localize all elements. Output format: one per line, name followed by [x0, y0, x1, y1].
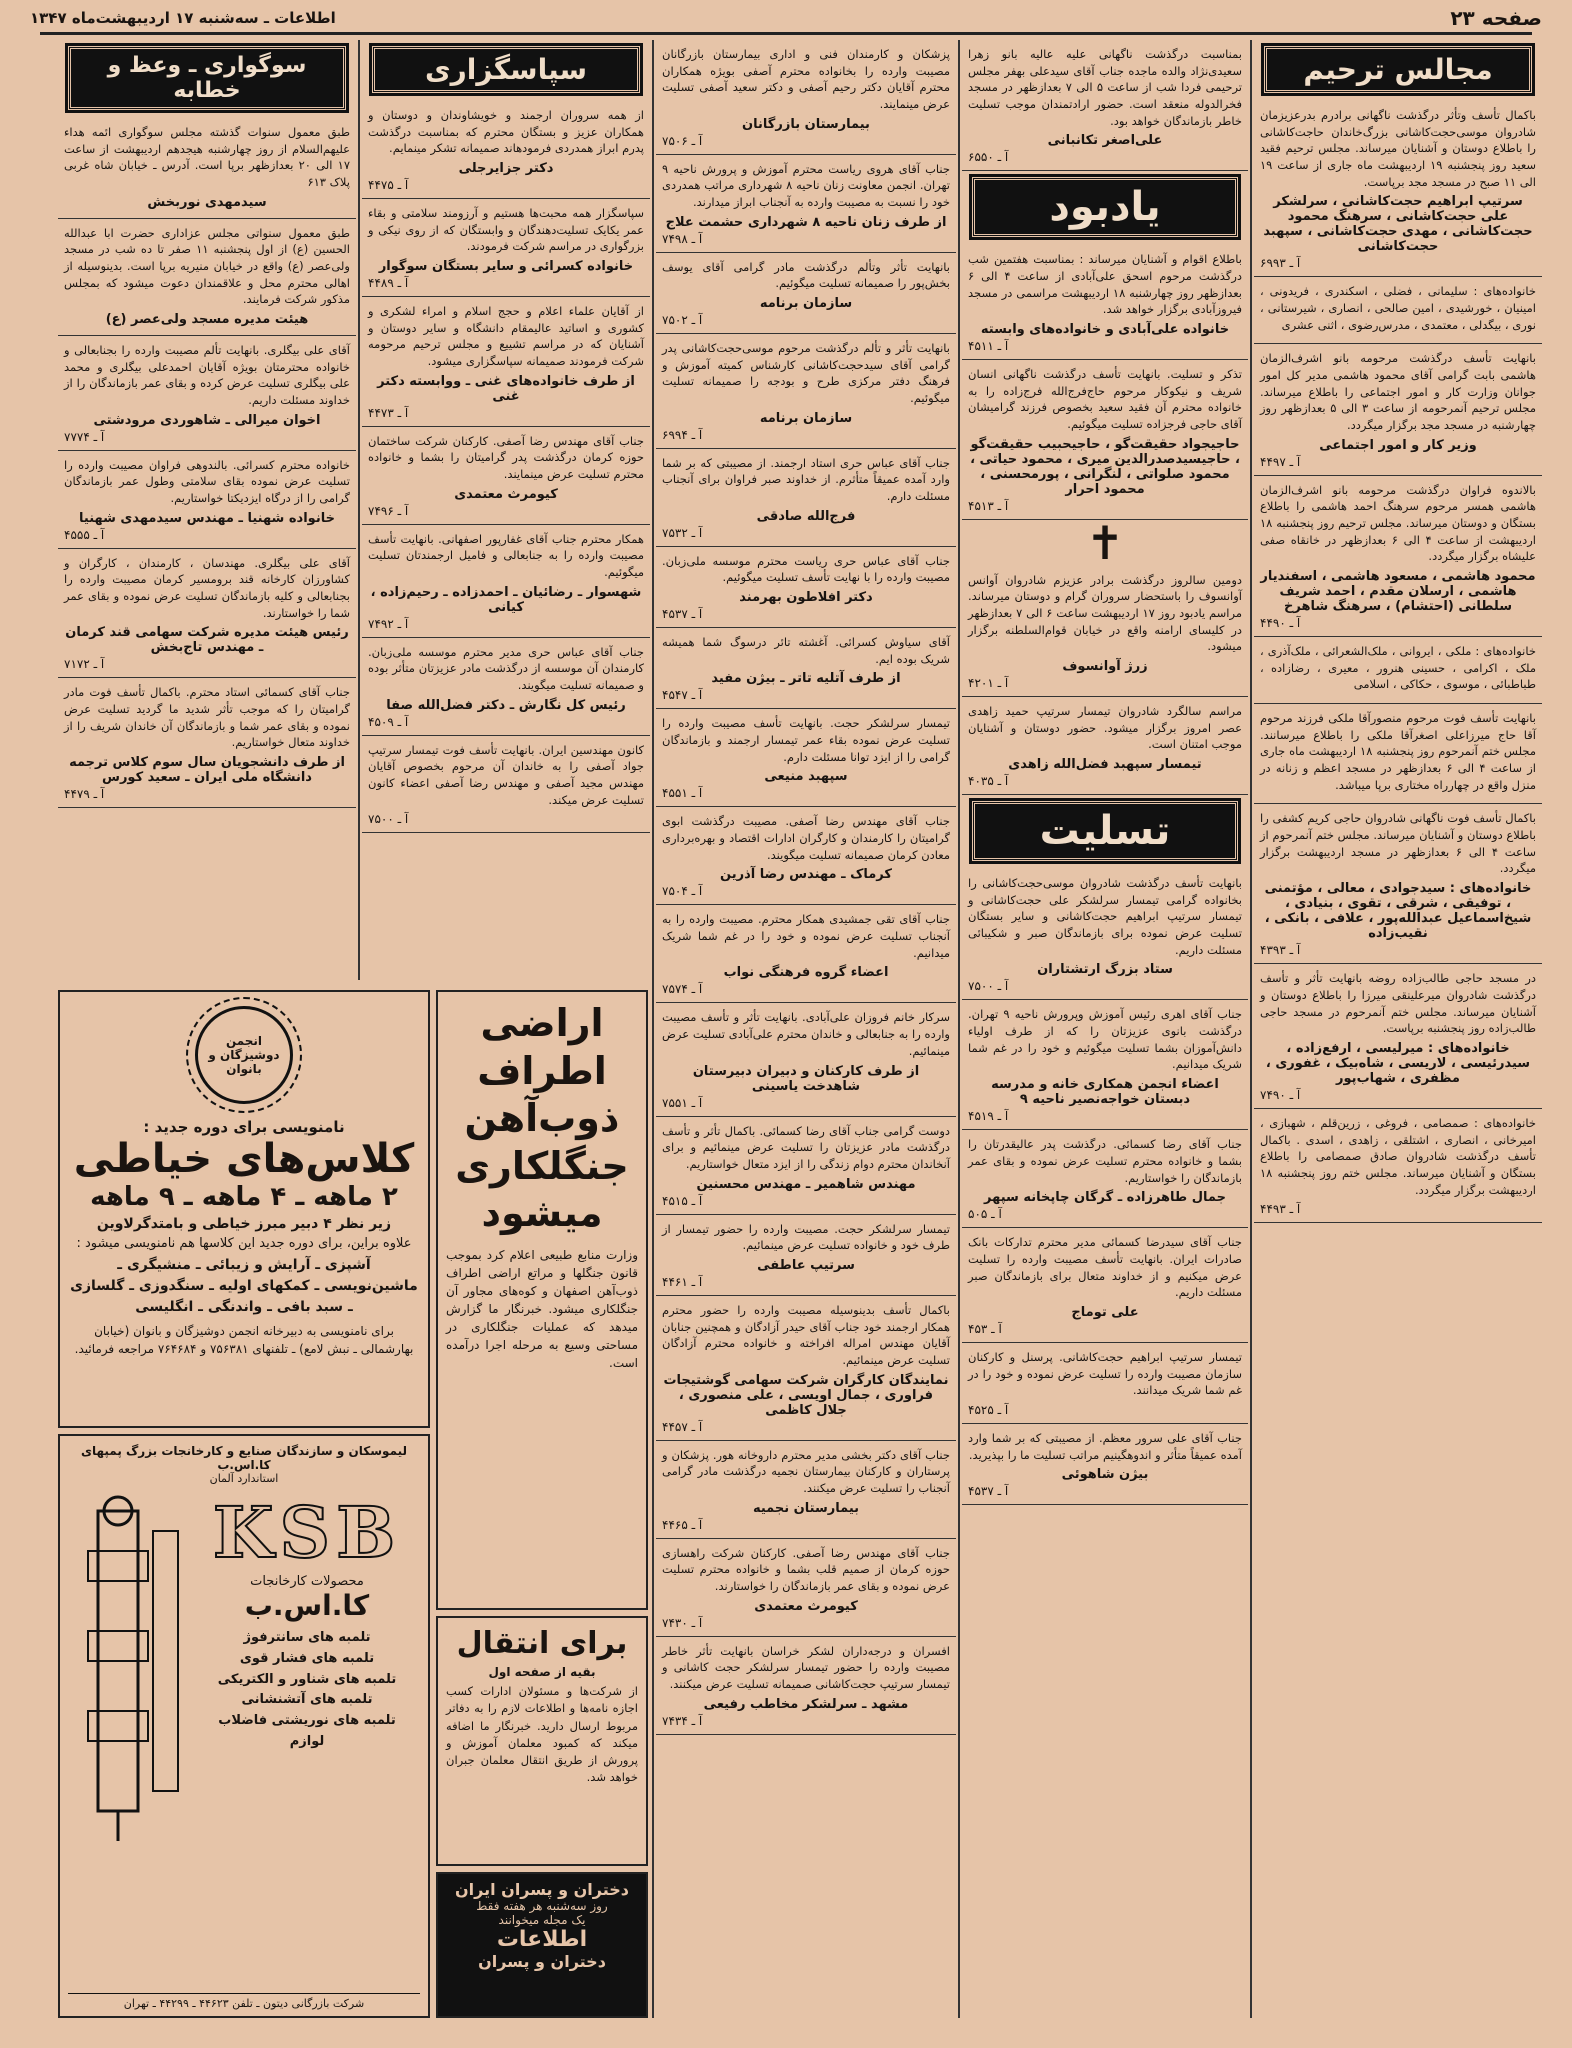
- notice-code: آ ـ ۶۵۵۰: [968, 150, 1009, 165]
- notice-code: آ ـ ۷۵۰۶: [662, 133, 703, 148]
- notice-item: [962, 360, 1248, 520]
- notice-signature: وزیر کار و امور اجتماعی: [1319, 437, 1477, 453]
- notice-signature: اخوان میرالی ـ شاهوردی مرودشتی: [93, 412, 321, 428]
- notice-text: طبق معمول سنواتی مجلس عزاداری حضرت ابا عبدالله الحسین (ع) از اول پنجشنبه ۱۱ صفر تا ده شب در مسجد ولی‌عصر (ع) واقع در خیابان منیریه برپا است. بدینوسیله از اهالی محترم محل و علاقمندان دعوت میشود که بمجلس مذکور شرکت فرمایند.: [64, 225, 351, 307]
- notice-code: آ ـ ۷۵۰۰: [368, 812, 409, 827]
- notice-text: تیمسار سرلشکر حجت. بانهایت تأسف مصیبت وارده را تسلیت عرض نموده بقاء عمر تیمسار ارجمند و بازماندگان گرامی را از ایزد توانا مسئلت دارم.: [662, 716, 950, 764]
- ad-line: روز سه‌شنبه هر هفته فقط: [476, 1899, 608, 1913]
- notice-signature: ستاد بزرگ ارتشتاران: [1037, 962, 1173, 978]
- column-rule: [358, 40, 360, 980]
- notice-item: [656, 40, 956, 155]
- notice-code: آ ـ ۴۴۹۰: [1260, 616, 1301, 631]
- notice-text: بانهایت تأسف درگذشت شادروان موسی‌حجت‌کاشانی را بخانواده گرامی تیمسار سرلشکر علی حجت‌کاشانی و تیمسار سرتیپ ابراهیم حجت‌کاشانی و سایر بستگان تسلیت عرض نموده برای بازماندگان صبر و شکیبائی مسئلت داریم.: [968, 876, 1242, 957]
- notice-signature: خانواده شهنیا ـ مهندس سیدمهدی شهنیا: [79, 510, 335, 526]
- notice-item: [656, 628, 956, 709]
- notice-signature: نمایندگان کارگران شرکت سهامی گوشتیجات فراوری ، جمال اویسی ، علی منصوری ، جلال کاظمی: [663, 1372, 949, 1418]
- notice-code: آ ـ ۴۳۹۳: [1260, 943, 1301, 958]
- notice-text: تذکر و تسلیت. بانهایت تأسف درگذشت ناگهانی انسان شریف و نیکوکار مرحوم حاج‌فرج‌الله فرج‌زاده را به خانواده محترم آن فقید سعید بخصوص فرزند گرامیشان آقای حاجی فرجزاده تسلیت میگوئیم.: [968, 367, 1242, 432]
- notice-signature: سازمان برنامه: [759, 410, 853, 426]
- notice-item: [1254, 476, 1542, 637]
- notice-signature: از طرف خانواده‌های غنی ـ ووابسته دکتر غنی: [377, 373, 635, 404]
- issue-date: اطلاعات ـ سه‌شنبه ۱۷ اردیبهشت‌ماه ۱۳۴۷: [30, 9, 336, 27]
- notice-item: [656, 253, 956, 334]
- notice-code: آ ـ ۴۵۳۷: [968, 1484, 1009, 1499]
- notice-code: آ ـ ۴۴۶۱: [662, 1274, 703, 1289]
- notice-text: جناب آقای عباس حری ریاست محترم موسسه ملی‌زبان. مصیبت وارده را با نهایت تأسف تسلیت میگوئیم.: [662, 553, 950, 585]
- notice-item: [362, 736, 650, 834]
- ksb-logo: KSB: [212, 1491, 402, 1574]
- notice-item: [58, 549, 356, 679]
- notice-code: آ ـ ۴۵۵۱: [662, 786, 703, 801]
- notice-code: آ ـ ۴۵۳۷: [662, 607, 703, 622]
- notice-item: [656, 709, 956, 807]
- notice-text: دومین سالروز درگذشت برادر عزیزم شادروان آوانس آوانسوف را باستحضار سروران گرام و دوستان میرساند. مراسم یادبود روز ۱۷ اردیبهشت ساعت ۶ الی ۷ بعدازظهر در کلیسای ارامنه واقع در خیابان قوام‌السلطنه برگزار میشود.: [968, 572, 1242, 654]
- notice-signature: فرج‌الله صادقی: [756, 508, 856, 524]
- ad-line: دختران و پسران ایران: [455, 1880, 629, 1899]
- notice-code: آ ـ ۴۴۹۷: [1260, 454, 1301, 469]
- notice-code: آ ـ ۴۵۱۳: [968, 498, 1009, 513]
- notice-list: [656, 40, 956, 1735]
- association-badge: انجمن دوشیزگان و بانوان: [195, 1006, 293, 1104]
- notice-code: آ ـ ۵۰۵: [968, 1207, 1002, 1222]
- notice-signature: محمود هاشمی ، مسعود هاشمی ، اسفندیار هاشمی ، ارسلان مقدم ، احمد شریف سلطانی (احتشام) ، سرهنگ شاهرخ: [1260, 569, 1536, 615]
- notice-item: [58, 336, 356, 451]
- notice-text: باطلاع اقوام و آشنایان میرساند : بمناسبت هفتمین شب درگذشت مرحوم اسحق علی‌آبادی از ساعت ۴ الی ۶ بعدازظهر روز چهارشنبه ۱۸ اردیبهشت مراسمی در مسجد فیروزآبادی برگزار خواهد شد.: [968, 252, 1243, 317]
- notice-text: جناب آقای کسمائی استاد محترم. باکمال تأسف فوت مادر گرامیتان را که موجب تأثر شدید ما گردید تسلیت عرض نموده و بقای عمر شما و بازماندگان آن خاندان شریف را از خداوند متعال خواستاریم.: [64, 685, 350, 750]
- notice-item: [58, 451, 356, 549]
- ad-line: برای نامنویسی به دبیرخانه انجمن دوشیزگان و بانوان (خیابان بهارشمالی ـ نبش لامع) ـ تلفنهای ۷۵۶۳۸۱ و ۷۶۴۶۸۴ مراجعه فرمائید.: [74, 1324, 414, 1356]
- notice-signature: سپهبد منیعی: [764, 769, 848, 785]
- notice-item: [656, 905, 956, 1003]
- notice-item: [656, 807, 956, 905]
- notice-text: بانهایت تأسف درگذشت مرحومه بانو اشرف‌الزمان هاشمی بابت گرامی آقای محمود هاشمی مدیر کل امور جوانان وزارت کار و امور اجتماعی را باطلاع میرساند. مجلس ترحیم آنمرحومه از ساعت ۳ الی ۵ بعدازظهر روز چهارشنبه در مسجد مجد برگزار میگردد.: [1260, 351, 1536, 433]
- notice-signature: اعضاء گروه فرهنگی نواب: [723, 965, 889, 981]
- notice-signature: رئیس کل نگارش ـ دکتر فضل‌الله صفا: [386, 697, 626, 713]
- notice-signature: اعضاء انجمن همکاری خانه و مدرسه دبستان خواجه‌نصیر ناحیه ۹: [991, 1077, 1219, 1108]
- notice-text: آقای علی بیگلری. مهندسان ، کارمندان ، کارگران و کشاورزان کارخانه قند برومسیر کرمان مصیبت وارده را بجنابعالی و کلیه بازماندگان تسلیت عرض نموده و بقای عمر شما را خواستارند.: [64, 555, 350, 620]
- column-yadbood: [962, 40, 1248, 2020]
- product-item: تلمبه های سانترفوژ: [243, 1630, 371, 1645]
- notice-text: جناب آقای مهندس رضا آصفی. کارکنان شرکت راهسازی حوزه کرمان از صمیم قلب بشما و خانواده محترم تسلیت عرض نموده و بقای عمر بازماندگان را خواستارند.: [662, 1545, 950, 1593]
- notice-text: بانهایت تأثر وتألم درگذشت مادر گرامی آقای یوسف بخش‌پور را صمیمانه تسلیت میگوئیم.: [662, 259, 950, 291]
- notice-code: آ ـ ۴۴۹۳: [1260, 1202, 1301, 1217]
- notice-item: [656, 1296, 956, 1441]
- notice-text: جناب آقای تقی جمشیدی همکار محترم. مصیبت وارده را به آنجناب تسلیت عرض نموده و خود را در غم شما شریک میدانیم.: [662, 912, 950, 960]
- notice-code: آ ـ ۴۵۱۵: [662, 1193, 703, 1208]
- notice-text: باکمال تأسف فوت ناگهانی شادروان حاجی کریم کشفی را باطلاع دوستان و آشنایان میرساند. مجلس ختم آنمرحوم از ساعت ۴ الی ۶ بعدازظهر در مسجد اردیبهشت برگزار میگردد.: [1260, 811, 1536, 876]
- notice-code: آ ـ ۴۵۲۵: [968, 1402, 1009, 1417]
- notice-text: آقای علی بیگلری. بانهایت تألم مصیبت وارده را بجنابعالی و خانواده محترمتان بویژه آقایان احمدعلی بیگلری و محمد علی بیگلری تسلیت عرض کرده و بقای عمر بازماندگان را از خداوند مسئلت داریم.: [64, 343, 350, 408]
- notice-code: آ ـ ۴۴۶۵: [662, 1517, 703, 1532]
- product-item: لوازم: [289, 1733, 325, 1749]
- notice-item: [656, 155, 956, 253]
- notice-code: آ ـ ۷۵۰۰: [968, 979, 1009, 994]
- notice-code: آ ـ ۷۴۳۰: [662, 1615, 703, 1630]
- notice-item: [1254, 1109, 1542, 1223]
- notice-item: [656, 1215, 956, 1296]
- notice-item: [362, 525, 650, 638]
- notice-code: آ ـ ۴۵۱۹: [968, 1109, 1009, 1124]
- notice-text: دوست گرامی جناب آقای رضا کسمائی. باکمال تأثر و تأسف درگذشت مادر عزیزتان را تسلیت عرض مینمائیم و برای آنخاندان محترم دوام زندگی را از ایزد متعال خواستاریم.: [662, 1123, 950, 1171]
- notice-code: آ ـ ۴۴۷۳: [368, 405, 409, 420]
- notice-signature: مهندس شاهمیر ـ مهندس محسنین: [696, 1176, 916, 1192]
- notice-signature: بیژن شاهوئی: [1061, 1467, 1149, 1483]
- article-headline: اراضی اطراف ذوب‌آهن جنگلکاری میشود: [455, 1001, 629, 1235]
- ad-brand: کا.اس.ب: [244, 1589, 370, 1622]
- notice-code: آ ـ ۷۵۵۱: [662, 1095, 703, 1110]
- notice-text: جناب آقای عباس حری مدیر محترم موسسه ملی‌زبان. کارمندان آن موسسه از درگذشت مادر عزیزتان متأثر بوده و صمیمانه تسلیت میگویند.: [368, 644, 644, 693]
- notice-text: جناب آقای سیدرضا کسمائی مدیر محترم تدارکات بانک صادرات ایران. بانهایت تأسف مصیبت وارده را تسلیت عرض میکنیم و از خداوند متعال برای بازماندگان صبر مسئلت داریم.: [968, 1235, 1242, 1300]
- notice-signature: از طرف زنان ناحیه ۸ شهرداری حشمت علاج: [665, 214, 947, 230]
- notice-item: [962, 1000, 1248, 1130]
- magazine-ad: [436, 1872, 648, 2018]
- notice-code: آ ـ ۴۴۵۷: [662, 1419, 703, 1434]
- notice-item: [362, 427, 650, 525]
- product-list: [194, 1628, 420, 1753]
- column-sepasgozari: [362, 40, 650, 980]
- notice-text: بانهایت تأسف فوت مرحوم منصور‌آقا ملکی فرزند مرحوم آقا حاج میرزاعلی اصغرآقا ملکی را باطلاع میرسانند. مجلس ختم آنمرحوم روز پنجشنبه ۱۸ اردیبهشت ماه جاری از ساعت ۴ الی ۶ بعدازظهر در مسجد اعظم و زنانه در منزل واقع در چهارراه مختاری برپا میباشد.: [1260, 711, 1536, 792]
- notice-code: آ ـ ۴۵۱۱: [968, 339, 1009, 354]
- notice-text: تیمسار سرلشکر حجت. مصیبت وارده را حضور تیمسار از طرف خود و خانواده تسلیت عرض مینمائیم.: [662, 1221, 950, 1253]
- notice-text: از آقایان علماء اعلام و حجج اسلام و امراء لشکری و کشوری و اساتید عالیمقام دانشگاه و سایر دوستان و آشنایان که در مراسم تشییع و مجلس ترحیم مرحومه شرکت فرمودند صمیمانه سپاسگزاری میشود.: [368, 304, 644, 369]
- notice-text: سرکار خانم فروزان علی‌آبادی. بانهایت تأثر و تأسف مصیبت وارده را به جنابعالی و خاندان محترم علی‌آبادی تسلیت عرض مینمائیم.: [662, 1010, 950, 1058]
- pump-illustration-icon: [68, 1491, 188, 1851]
- ad-line: زیر نظر ۴ دبیر مبرز خیاطی و بامتدگرلاوین: [96, 1216, 392, 1232]
- notice-item: [1254, 964, 1542, 1109]
- ad-line: ۲ ماهه ـ ۴ ماهه ـ ۹ ماهه: [90, 1182, 398, 1212]
- notice-text: همکار محترم جناب آقای غفارپور اصفهانی. بانهایت تأسف مصیبت وارده را به جنابعالی و فامیل ارجمندتان تسلیت میگوئیم.: [368, 531, 644, 580]
- notice-signature: خانواده علی‌آبادی و خانواده‌های وابسته: [980, 322, 1230, 338]
- notice-signature: از طرف آتلیه تاتر ـ بیژن مفید: [711, 671, 901, 687]
- notice-list: [58, 118, 356, 808]
- notice-code: آ ـ ۴۰۳۵: [968, 774, 1009, 789]
- notice-signature: شهسوار ـ رضائیان ـ احمدزاده ـ رحیم‌زاده ، کیانی: [370, 584, 642, 615]
- notice-code: آ ـ ۴۵۴۷: [662, 688, 703, 703]
- notice-item: [1254, 704, 1542, 804]
- article-body: از شرکت‌ها و مسئولان ادارات کسب اجازه نامه‌ها و اطلاعات لازم را به دفاتر مربوط ارسال دارید. خبرنگار ما اضافه میکند که کمبود معلمان آموزش و پرورش از طریق انتقال معلمان جبران خواهد شد.: [446, 1684, 638, 1785]
- notice-text: تیمسار سرتیپ ابراهیم حجت‌کاشانی. پرسنل و کارکنان سازمان مصیبت وارده را تسلیت عرض نموده و خود را در غم شما شریک میدانند.: [968, 1349, 1242, 1398]
- section-header-sogvari: سوگواری ـ وعظ و خطابه: [68, 46, 346, 110]
- column-rule: [652, 40, 654, 2018]
- ad-line: استاندارد آلمان: [209, 1472, 279, 1485]
- notice-item: [962, 245, 1248, 360]
- column-condolences: [656, 40, 956, 2020]
- notice-item: [58, 219, 356, 336]
- section-header-sepasgozari: سپاسگزاری: [372, 46, 640, 93]
- notice-item: [58, 678, 356, 808]
- product-item: تلمبه های شناور و الکتریکی: [217, 1671, 397, 1687]
- ad-line: محصولات کارخانجات: [250, 1574, 364, 1589]
- notice-item: [656, 1441, 956, 1539]
- notice-signature: از طرف کارکنان و دبیران دبیرستان شاهدخت یاسینی: [692, 1063, 920, 1094]
- notice-text: خانواده‌های : صمصامی ، فروغی ، زرین‌قلم ، شهبازی ، امیرخانی ، انصاری ، اشتلقی ، زاهدی ، اسدی . باکمال تأسف درگذشت شادروان صادق صمصامی را باطلاع بستگان و آشنایان میرساند. مجلس ختم روز پنجشنبه ۱۸ اردیبهشت برگزار میگردد.: [1260, 1115, 1536, 1197]
- notice-item: [962, 1424, 1248, 1505]
- notice-item: [362, 638, 650, 736]
- page-number: صفحه ۲۳: [1450, 6, 1542, 30]
- ad-headline: کلاس‌های خیاطی: [73, 1136, 415, 1182]
- notice-code: آ ـ ۴۴۸۹: [368, 276, 409, 291]
- notice-signature: سیدمهدی نوربخش: [147, 194, 267, 210]
- notice-text: خانواده‌های : ملکی ، ایروانی ، ملک‌الشعرائی ، ملک‌آذری ، ملک ، اکرامی ، حسینی هنرور ، معیری ، رضازاده ، طباطبائی ، موسوی ، حکاکی ، اسلامی: [1260, 644, 1536, 692]
- notice-list: [962, 245, 1248, 519]
- column-rule: [958, 40, 960, 2018]
- notice-text: جناب آقای مهندس رضا آصفی. کارکنان شرکت ساختمان حوزه کرمان درگذشت پدر گرامیتان را بشما و خانواده محترم تسلیت عرض مینمایند.: [368, 433, 644, 482]
- notice-signature: مشهد ـ سرلشکر مخاطب رفیعی: [703, 1696, 909, 1712]
- notice-code: آ ـ ۷۴۹۸: [662, 231, 703, 246]
- column-sogvari: [58, 40, 356, 980]
- top-rule: [40, 32, 1532, 35]
- notice-text: سپاسگزار همه محبت‌ها هستیم و آرزومند سلامتی و بقاء عمر یکایک تسلیت‌دهندگان و وابستگان که از روی نیکی و بزرگواری در مراسم شرکت فرمودند.: [368, 206, 644, 254]
- ad-line: دختران و پسران: [478, 1952, 606, 1971]
- notice-list: [962, 566, 1248, 795]
- notice-item: [656, 334, 956, 449]
- ad-footer: شرکت بازرگانی دیتون ـ تلفن ۴۴۶۲۳ ـ ۴۴۲۹۹ ـ تهران: [68, 1993, 420, 2010]
- ad-line: اطلاعات: [496, 1927, 588, 1952]
- ad-line: یک مجله میخوانند: [498, 1913, 586, 1927]
- notice-item: [1254, 277, 1542, 344]
- masthead: [30, 6, 1542, 30]
- notice-item: [656, 547, 956, 628]
- notice-text: آقای سیاوش کسرائی. آغشته تائر درسوگ شما همیشه شریک بوده ایم.: [662, 635, 950, 666]
- notice-code: آ ـ ۷۴۹۲: [368, 616, 409, 631]
- land-forestation-article: [436, 990, 648, 1610]
- notice-code: آ ـ ۴۴۷۵: [368, 178, 409, 193]
- notice-code: آ ـ ۷۴۹۰: [1260, 1087, 1301, 1102]
- notice-text: جناب آقای اهری رئیس آموزش وپرورش ناحیه ۹ تهران. درگذشت بانوی عزیزتان را که از طرف اولیاء دانش‌آموزان بشما تسلیت میگوئیم و خود را در غم شما شریک میدانیم.: [968, 1007, 1242, 1072]
- notice-signature: بیمارستان نجمیه: [752, 1500, 860, 1516]
- notice-item: [656, 1003, 956, 1116]
- notice-text: باکمال تأسف بدینوسیله مصیبت وارده را حضور محترم همکار ارجمند خود جناب آقای حیدر آزادگان و همچنین جنابان آقایان مهندس امراله افراخته و خانواده محترم آزادگان تسلیت عرض مینمائیم.: [662, 1302, 950, 1367]
- notice-list: [962, 869, 1248, 1505]
- ad-line: نامنویسی برای دوره جدید :: [143, 1118, 345, 1136]
- notice-code: آ ـ ۴۴۷۹: [64, 787, 105, 802]
- notice-text: بالاندوه فراوان درگذشت مرحومه بانو اشرف‌الزمان هاشمی همسر مرحوم سرهنگ احمد هاشمی را باطلاع بستگان و دوستان میرساند. مجلس ترحیم روز پنجشنبه ۱۸ اردیبهشت از ساعت ۴ الی ۶ بعدازظهر در خانقاه صفی علیشاه برگزار میگردد.: [1260, 482, 1536, 564]
- notice-text: جناب آقای عباس حری استاد ارجمند. از مصیبتی که بر شما وارد آمده عمیقاً متأثرم. از خداوند صبر فراوان برای آنجناب مسئلت دارم.: [662, 455, 950, 504]
- notice-item: [962, 1228, 1248, 1343]
- notice-signature: کیومرث معتمدی: [754, 1598, 858, 1614]
- notice-code: آ ـ ۷۵۰۲: [662, 313, 703, 328]
- notice-item: [962, 40, 1248, 171]
- notice-signature: سرتیپ ابراهیم حجت‌کاشانی ، سرلشکر علی حجت‌کاشانی ، سرهنگ محمود حجت‌کاشانی ، مهدی حجت‌کاشانی ، سپهبد حجت‌کاشانی: [1263, 194, 1533, 255]
- notice-code: آ ـ ۴۵۵۵: [64, 527, 105, 542]
- notice-code: آ ـ ۷۷۷۴: [64, 429, 105, 444]
- article-ref: بقیه از صفحه اول: [488, 1665, 596, 1679]
- notice-list: [962, 40, 1248, 171]
- cross-icon: ✝: [1085, 515, 1125, 570]
- notice-text: مراسم سالگرد شادروان تیمسار سرتیپ حمید زاهدی عصر امروز برگزار میشود. حضور دوستان و آشنایان موجب امتنان است.: [968, 704, 1242, 752]
- notice-code: آ ـ ۷۴۳۴: [662, 1713, 703, 1728]
- ksb-pumps-ad: [58, 1434, 430, 2018]
- notice-code: آ ـ ۷۱۷۲: [64, 657, 105, 672]
- notice-item: [962, 1343, 1248, 1424]
- notice-text: افسران و درجه‌داران لشکر خراسان بانهایت تأثر خاطر مصیبت وارده را حضور تیمسار سرلشکر حجت کاشانی و تیمسار سرتیپ حجت‌کاشانی صمیمانه تسلیت عرض میکنند.: [662, 1643, 950, 1691]
- notice-item: [962, 697, 1248, 795]
- notice-list: [362, 101, 650, 833]
- notice-signature: رئیس هیئت مدیره شرکت سهامی قند کرمان ـ مهندس تاج‌بخش: [65, 625, 349, 656]
- notice-item: [962, 1130, 1248, 1228]
- notice-code: آ ـ ۷۵۷۴: [662, 982, 703, 997]
- notice-signature: خانواده کسرائی و سایر بستگان سوگوار: [378, 259, 634, 275]
- notice-item: [962, 566, 1248, 697]
- notice-item: [962, 869, 1248, 1000]
- notice-text: طبق معمول سنوات گذشته مجلس سوگواری ائمه هداء علیهم‌السلام از روز چهارشنبه هیجدهم اردیبهشت از ساعت ۱۷ الی ۲۰ بعدازظهر برپا است. آدرس ـ خیابان شاه غربی پلاک ۶۱۳: [64, 125, 350, 190]
- notice-item: [362, 101, 650, 199]
- notice-text: جناب آقای دکتر بخشی مدیر محترم داروخانه هور. پزشکان و پرستاران و کارکنان بیمارستان نجمیه درگذشت مادر گرامی آنجناب را تسلیت عرض میکنند.: [662, 1447, 950, 1495]
- notice-code: آ ـ ۴۵۰۹: [368, 714, 409, 729]
- product-item: تلمبه های فشار قوی: [239, 1650, 375, 1666]
- notice-item: [656, 1637, 956, 1735]
- notice-text: در مسجد حاجی طالب‌زاده روضه بانهایت تأثر و تأسف درگذشت شادروان میرعلینقی میرزا را باطلاع دوستان و آشنایان میرساند. مجلس ختم آنمرحوم در مسجد حاجی طالب‌زاده روز پنجشنبه برپاست.: [1260, 971, 1536, 1036]
- notice-signature: خانواده‌های : میرلیسی ، ارفع‌زاده ، سیدرئیسی ، لاریسی ، شاه‌بیک ، غفوری ، مظفری ، شهاب‌پور: [1265, 1040, 1531, 1086]
- notice-item: [58, 118, 356, 219]
- column-tarhim: [1254, 40, 1542, 2020]
- notice-text: بانهایت تأثر و تألم درگذشت مرحوم موسی‌حجت‌کاشانی پدر گرامی آقای سیدحجت‌کاشانی کارشناس کمیته آموزش و فرهنگ دفتر مرکزی طرح و بودجه را صمیمانه تسلیت میگوئیم.: [662, 341, 950, 406]
- product-item: تلمبه های نوریشتی فاضلاب: [218, 1713, 396, 1729]
- notice-signature: هیئت مدیره مسجد ولی‌عصر (ع): [105, 312, 309, 328]
- notice-text: خانواده‌های : سلیمانی ، فضلی ، اسکندری ، فریدونی ، امینیان ، خورشیدی ، امین صالحی ، انصاری ، شیرستانی ، نوری ، بیگدلی ، معتمدی ، مدرس‌رضوی ، اثنی عشری: [1260, 284, 1536, 332]
- sewing-classes-ad: [58, 990, 430, 1428]
- notice-text: کانون مهندسین ایران. بانهایت تأسف فوت تیمسار سرتیپ جواد آصفی را به خاندان آن مرحوم بخصوص آقایان مهندس مجید آصفی و مهندس رضا آصفی اعضاء کانون تسلیت عرض میکند.: [368, 742, 644, 807]
- notice-signature: سازمان برنامه: [759, 296, 853, 312]
- section-header-yadbood: یادبود: [972, 177, 1238, 237]
- notice-item: [1254, 637, 1542, 704]
- notice-signature: علی‌اصغر تکانبانی: [1047, 133, 1163, 149]
- notice-signature: تیمسار سپهبد فضل‌الله زاهدی: [1008, 757, 1202, 773]
- notice-code: آ ـ ۷۵۳۲: [662, 525, 703, 540]
- notice-signature: حاجیجواد حقیقت‌گو ، حاجیحبیب حقیقت‌گو ، حاجیسیدصدرالدین میری ، محمود حیاتی ، محمود صلواتی ، لنگرانی ، پورمحسنی ، محمود احرار: [970, 436, 1240, 497]
- section-header-tasliat: تسلیت: [972, 801, 1238, 861]
- notice-signature: سرتیپ عاطفی: [757, 1257, 855, 1273]
- product-item: تلمبه های آتشنشانی: [241, 1692, 373, 1708]
- ad-line: آشپزی ـ آرایش و زیبائی ـ منشیگری ـ ماشین‌نویسی ـ کمکهای اولیه ـ سنگدوزی ـ گلسازی ـ سبد بافی ـ واندنگی ـ انگلیسی: [70, 1257, 418, 1315]
- notice-item: [1254, 101, 1542, 277]
- notice-signature: جمال طاهرزاده ـ گرگان چاپخانه سپهر: [984, 1190, 1226, 1206]
- ad-line: علاوه براین، برای دوره جدید این کلاسها هم نامنویسی میشود :: [76, 1236, 412, 1251]
- notice-text: خانواده محترم کسرائی. بالندوهی فراوان مصیبت وارده را تسلیت عرض نموده بقای سلامتی وطول عمر بازماندگان گرامی را از درگاه ایزدیکتا خواستاریم.: [64, 457, 350, 506]
- ad-line: لیموسکان و سازندگان صنایع و کارخانجات بزرگ پمپهای کا.اس.ب: [80, 1444, 408, 1472]
- notice-signature: دکتر جزایرجلی: [458, 161, 554, 177]
- notice-item: [362, 297, 650, 427]
- notice-signature: علی توماج: [1071, 1304, 1139, 1320]
- notice-code: آ ـ ۴۵۳: [968, 1321, 1002, 1336]
- notice-item: [362, 199, 650, 297]
- article-title: برای انتقال: [456, 1626, 628, 1661]
- notice-item: [1254, 344, 1542, 475]
- notice-signature: کیومرث معتمدی: [454, 486, 558, 502]
- notice-code: آ ـ ۷۴۹۶: [368, 503, 409, 518]
- notice-item: [656, 1117, 956, 1215]
- notice-code: آ ـ ۶۹۹۴: [662, 427, 703, 442]
- notice-text: بمناسبت درگذشت ناگهانی علیه عالیه بانو زهرا سعیدی‌نژاد والده ماجده جناب آقای سیدعلی بهفر مجلس ترحیمی فردا شب از ساعت ۵ الی ۷ بعدازظهر در مسجد فخرالدوله منعقد است. حضور ارادتمندان موجب تسلیت خاطر بازماندگان خواهد بود.: [968, 47, 1242, 128]
- article-body: وزارت منابع طبیعی اعلام کرد بموجب قانون جنگلها و مراتع اراضی اطراف ذوب‌آهن اصفهان و کوه‌های مجاور آن جنگلکاری میشود. خبرنگار ما گزارش میدهد که عملیات جنگلکاری در مساحتی وسیع به مرحله اجرا درآمده است.: [446, 1247, 638, 1370]
- notice-text: از همه سروران ارجمند و خویشاوندان و دوستان و همکاران عزیز و بستگان محترم که بمناسبت درگذشت پدرم ابراز همدردی فرمودهاند صمیمانه تشکر مینمایم.: [368, 108, 644, 156]
- notice-signature: دکتر افلاطون بهرمند: [739, 590, 873, 606]
- notice-text: باکمال تأسف وتأثر درگذشت ناگهانی برادرم بدرعزیزمان شادروان موسی‌حجت‌کاشانی بزرگ‌خاندان حاجت‌کاشانی را باطلاع دوستان و آشنایان میرساند. مجلس ترحیم فقید سعید روز پنجشنبه ۱۹ اردیبهشت ماه جاری از ساعت ۱۹ الی ۱۱ صبح در مسجد مجد برپاست.: [1260, 108, 1537, 189]
- notice-text: جناب آقای مهندس رضا آصفی. مصیبت درگذشت ابوی گرامیتان را کارمندان و کارگران ادارات اقتصاد و بهره‌برداری معادن کرمان صمیمانه تسلیت میگویند.: [662, 814, 950, 862]
- notice-signature: خانواده‌های : سیدجوادی ، معالی ، مؤتمنی ، توفیقی ، شرقی ، تقوی ، بنیادی ، شیخ‌اسماعیل عبدالله‌پور ، علافی ، بانکی ، نقیب‌زاده: [1264, 881, 1532, 942]
- transfer-article: [436, 1616, 648, 1866]
- notice-text: جناب آقای علی سرور معظم. از مصیبتی که بر شما وارد آمده عمیقاً متأثر و اندوهگینیم مراتب تسلیت ما را بپذیرید.: [968, 1430, 1242, 1462]
- notice-signature: کرماک ـ مهندس رضا آذرین: [720, 867, 892, 883]
- column-rule: [1250, 40, 1252, 2018]
- notice-signature: از طرف دانشجویان سال سوم کلاس ترجمه دانشگاه ملی ایران ـ سعید کورس: [69, 755, 345, 786]
- notice-list: [1254, 101, 1542, 1223]
- notice-item: [1254, 804, 1542, 964]
- notice-item: [656, 1539, 956, 1637]
- notice-code: آ ـ ۷۵۰۴: [662, 884, 703, 899]
- notice-text: جناب آقای هروی ریاست محترم آموزش و پرورش ناحیه ۹ تهران. انجمن معاونت زنان ناحیه ۸ شهرداری مراتب همدردی خود را نسبت به مصیبت وارده به آنجناب ابراز میدارند.: [662, 161, 950, 210]
- notice-signature: زرژ آوانسوف: [1062, 659, 1148, 675]
- notice-code: آ ـ ۶۹۹۳: [1260, 256, 1301, 271]
- notice-text: پزشکان و کارمندان فنی و اداری بیمارستان بازرگانان مصیبت وارده را بخانواده محترم آصفی بویژه همکاران محترم آقایان دکتر رحیم آصفی و دکتر سعید آصفی تسلیت عرض مینمایند.: [662, 47, 950, 112]
- notice-code: آ ـ ۴۲۰۱: [968, 676, 1009, 691]
- section-header-tarhim: مجالس ترحیم: [1264, 46, 1532, 93]
- notice-text: جناب آقای رضا کسمائی. درگذشت پدر عالیقدرتان را بشما و خانواده محترم تسلیت عرض نموده و بقای عمر بازماندگان را خواستاریم.: [968, 1137, 1242, 1185]
- notice-item: [656, 449, 956, 547]
- notice-signature: بیمارستان بازرگانان: [742, 116, 870, 132]
